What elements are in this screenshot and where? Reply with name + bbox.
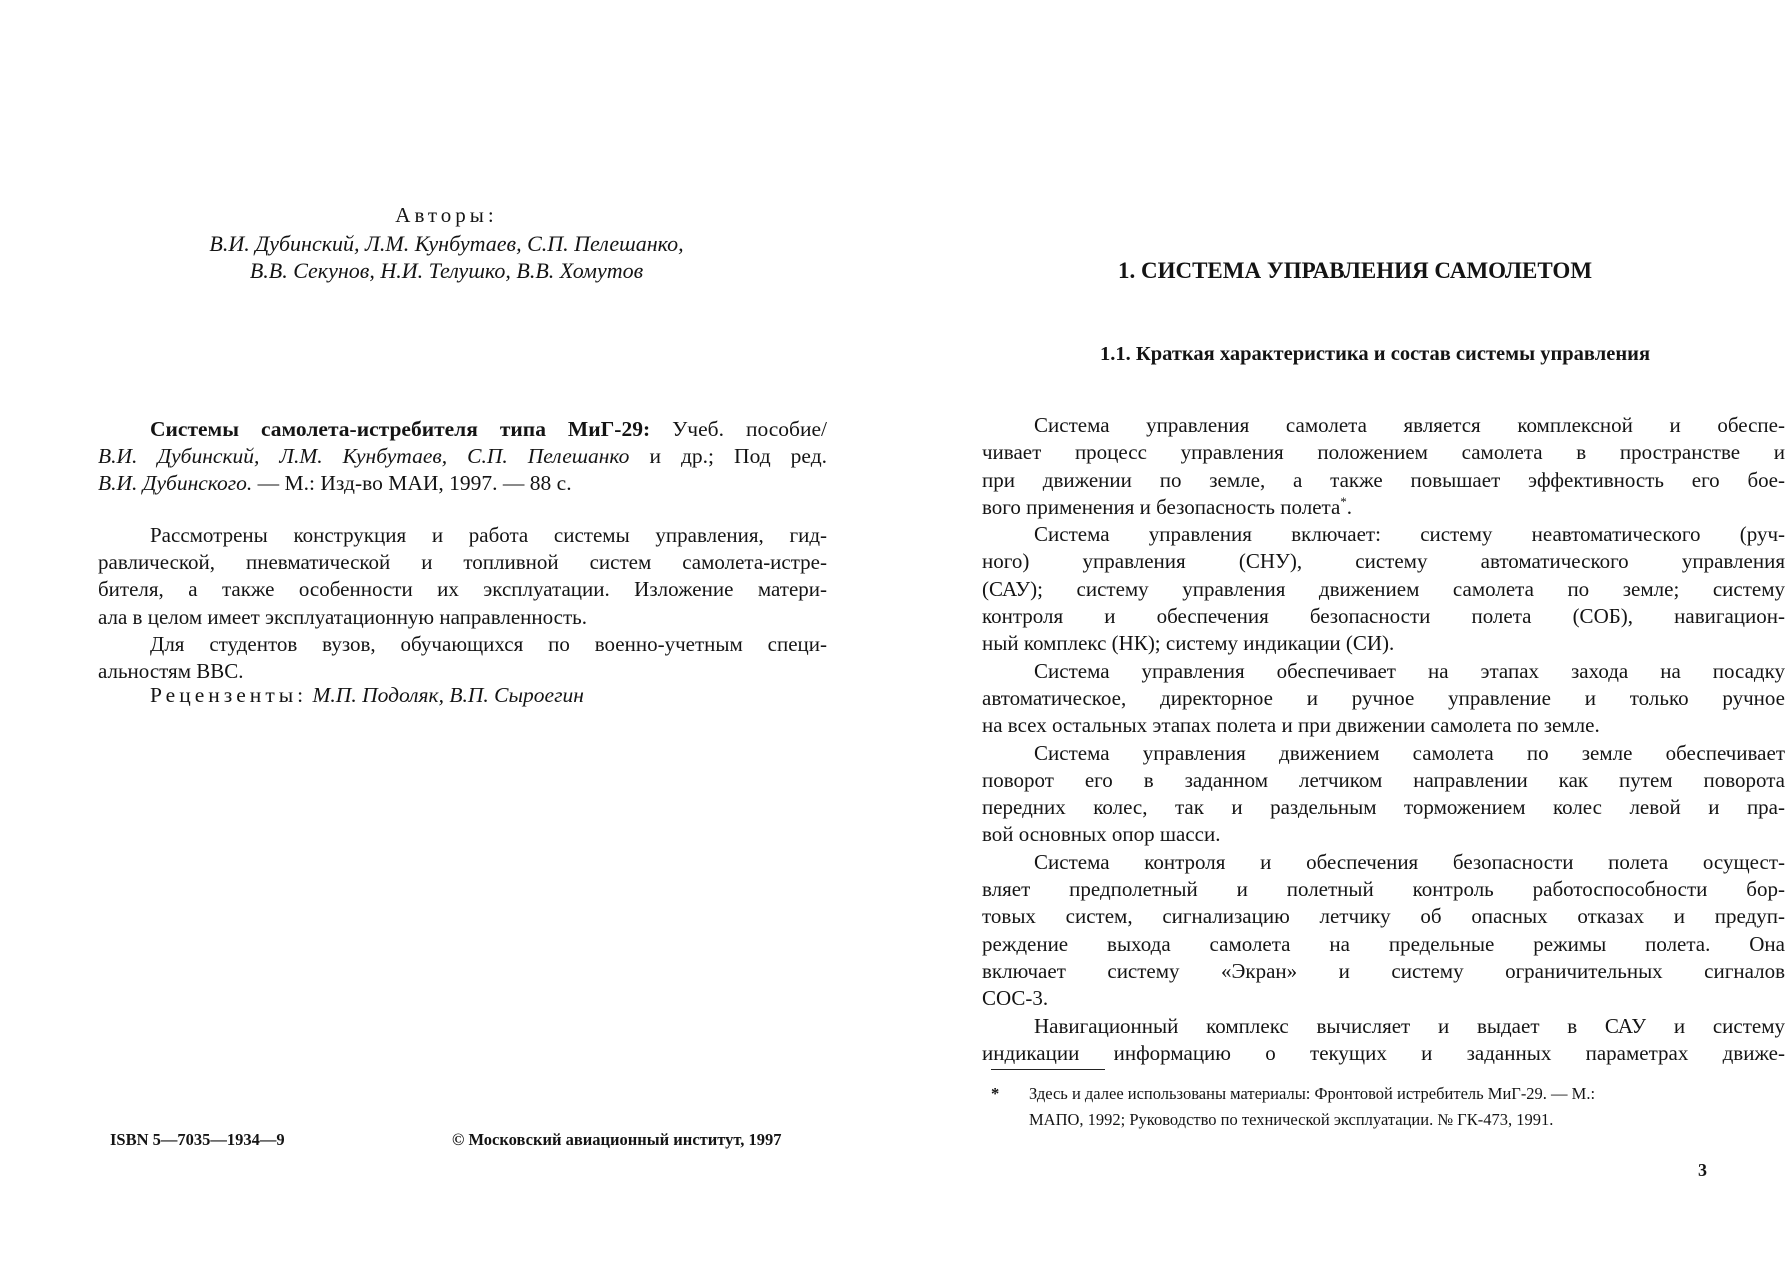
body-line: вляет предполетный и полетный контроль работоспособности бор- xyxy=(982,877,1785,902)
body-line: товых систем, сигнализацию летчику об опасных отказах и предуп- xyxy=(982,904,1785,929)
body-line xyxy=(982,494,1785,521)
reviewers-label: Рецензенты: xyxy=(150,683,308,707)
footnote-reference: * xyxy=(1340,493,1347,509)
bib-line-2 xyxy=(98,443,827,470)
body-line: контроля и обеспечения безопасности полета (СОБ), навигацион- xyxy=(982,604,1785,629)
page-number: 3 xyxy=(1698,1160,1707,1180)
body-line: Система управления движением самолета по земле обеспечивает xyxy=(1034,740,1785,765)
left-page xyxy=(0,0,893,1263)
body-line: чивает процесс управления положением самолета в пространстве и xyxy=(982,440,1785,465)
section-title: 1.1. Краткая характеристика и состав системы управления xyxy=(1099,343,1651,365)
body-line: (САУ); систему управления движением самолета по земле; систему xyxy=(982,576,1785,601)
bib-authors: В.И. Дубинский, Л.М. Кунбутаев, С.П. Пелешанко xyxy=(98,444,630,468)
audience-line: альностям ВВС. xyxy=(98,659,244,684)
bib-line-1 xyxy=(98,416,827,443)
abstract xyxy=(98,522,827,685)
body-line: Система контроля и обеспечения безопасности полета осущест- xyxy=(1034,849,1785,874)
right-page xyxy=(893,0,1787,1263)
authors-line-1: В.И. Дубинский, Л.М. Кунбутаев, С.П. Пелешанко, xyxy=(209,231,684,256)
authors-line-2: В.В. Секунов, Н.И. Телушко, В.В. Хомутов xyxy=(249,258,644,283)
chapter-title: 1. СИСТЕМА УПРАВЛЕНИЯ САМОЛЕТОМ xyxy=(1117,258,1593,283)
paragraph-6 xyxy=(982,1013,1785,1068)
reviewers xyxy=(150,683,584,708)
copyright: © Московский авиационный институт, 1997 xyxy=(452,1130,782,1149)
body-line: поворот его в заданном летчиком направлении как путем поворота xyxy=(982,767,1785,792)
body-line: Система управления обеспечивает на этапах захода на посадку xyxy=(1034,658,1785,683)
body-line: Навигационный комплекс вычисляет и выдает в САУ и систему xyxy=(1034,1013,1785,1038)
bib-type: Учеб. пособие/ xyxy=(650,417,828,441)
paragraph-4 xyxy=(982,740,1785,849)
bib-publisher: — М.: Изд-во МАИ, 1997. — 88 с. xyxy=(252,471,572,495)
book-title: Системы самолета-истребителя типа МиГ-29: xyxy=(150,417,651,441)
body-line: автоматическое, директорное и ручное управление и только ручное xyxy=(982,685,1785,710)
body-line: ного) управления (СНУ), систему автоматического управления xyxy=(982,549,1785,574)
body-line-text: вого применения и безопасность полета xyxy=(982,494,1341,519)
isbn: ISBN 5—7035—1934—9 xyxy=(110,1130,285,1149)
abstract-line: равлической, пневматической и топливной систем самолета-истре- xyxy=(98,550,827,575)
authors-label: Авторы: xyxy=(395,203,498,227)
bib-line-3 xyxy=(98,470,827,497)
bib-editor-label: и др.; Под ред. xyxy=(629,444,828,468)
footnote-marker: * xyxy=(991,1084,1000,1103)
body-line: реждение выхода самолета на предельные режимы полета. Она xyxy=(982,931,1785,956)
bib-editor: В.И. Дубинского. xyxy=(98,471,253,495)
abstract-line: бителя, а также особенности их эксплуатации. Изложение матери- xyxy=(98,577,827,602)
reviewers-names: М.П. Подоляк, В.П. Сыроегин xyxy=(312,683,584,707)
body-line: СОС-3. xyxy=(982,986,1049,1011)
footnote-separator xyxy=(991,1069,1105,1070)
bibliographic-record xyxy=(98,416,827,497)
body-line: Система управления самолета является комплексной и обеспе- xyxy=(1034,413,1785,437)
sentence-end: . xyxy=(1346,494,1353,519)
paragraph-2 xyxy=(982,521,1785,657)
footnote xyxy=(991,1081,1785,1133)
body-line: при движении по земле, а также повышает эффективность его боe- xyxy=(982,467,1785,492)
body-line: ный комплекс (НК); систему индикации (СИ). xyxy=(982,631,1395,656)
body-line: на всех остальных этапах полета и при движении самолета по земле. xyxy=(982,713,1600,738)
body-line: включает систему «Экран» и систему ограничительных сигналов xyxy=(982,958,1785,983)
paragraph-5 xyxy=(982,849,1785,1013)
body-line: индикации информацию о текущих и заданных параметрах движе- xyxy=(982,1040,1785,1065)
abstract-line: ала в целом имеет эксплуатационную направленность. xyxy=(98,604,587,629)
footnote-line: МАПО, 1992; Руководство по технической эксплуатации. № ГК-473, 1991. xyxy=(1029,1110,1554,1129)
audience-line: Для студентов вузов, обучающихся по военно-учетным специ- xyxy=(150,631,827,656)
body-line: вой основных опор шасси. xyxy=(982,822,1221,847)
body-text xyxy=(982,412,1785,1067)
footnote-line: Здесь и далее использованы материалы: Фронтовой истребитель МиГ-29. — М.: xyxy=(1029,1084,1596,1103)
body-line: Система управления включает: систему неавтоматического (руч- xyxy=(1034,522,1785,547)
body-line: передних колес, так и раздельным торможением колес левой и пра- xyxy=(982,795,1785,820)
paragraph-1 xyxy=(982,412,1785,521)
paragraph-3 xyxy=(982,658,1785,740)
footnote-body xyxy=(1029,1081,1785,1133)
abstract-line: Рассмотрены конструкция и работа системы управления, гид- xyxy=(150,523,827,547)
